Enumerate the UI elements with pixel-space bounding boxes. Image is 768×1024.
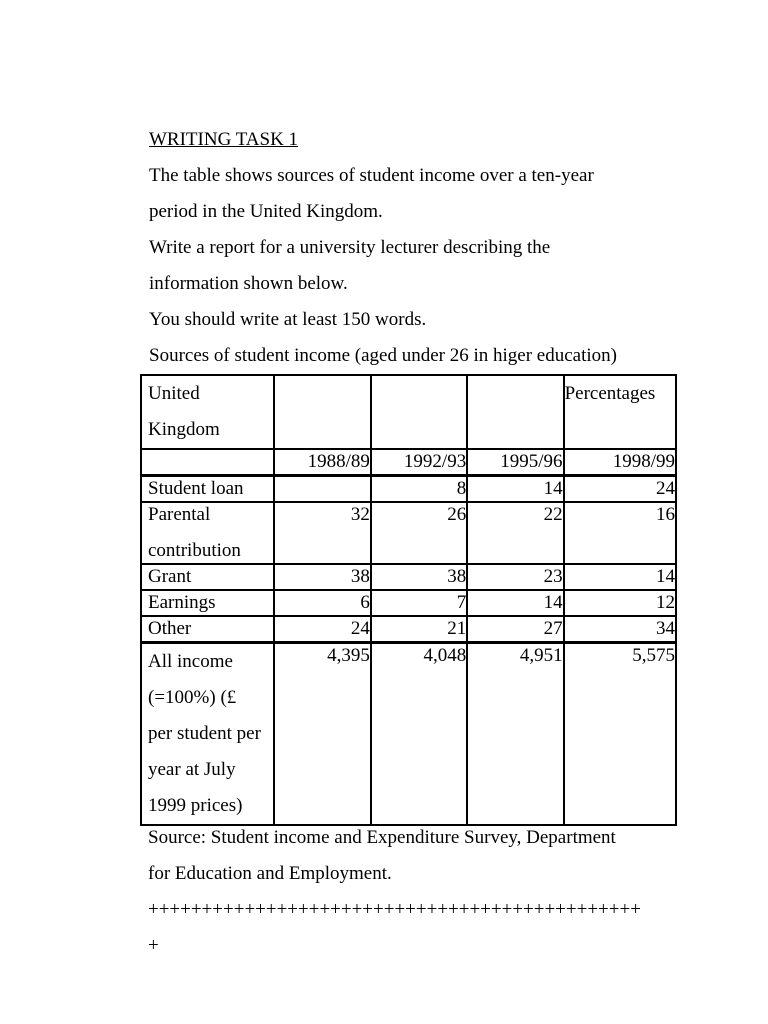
empty-header-cell xyxy=(274,375,370,449)
table-cell: 12 xyxy=(564,590,676,616)
prompt-line-2: period in the United Kingdom. xyxy=(149,201,383,222)
unit-label: Percentages xyxy=(564,375,676,449)
total-label-line-3: per student per xyxy=(148,723,261,744)
row-label-line-2: contribution xyxy=(148,540,241,561)
table-row xyxy=(141,502,676,564)
total-label-line-2: (=100%) (£ xyxy=(148,687,237,708)
table-cell: 27 xyxy=(467,616,563,643)
empty-label-cell xyxy=(141,449,274,476)
row-label-line-1: Parental xyxy=(148,504,211,525)
table-cell: 14 xyxy=(467,476,563,503)
year-header: 1992/93 xyxy=(371,449,467,476)
table-cell: 14 xyxy=(467,590,563,616)
separator-line-1: ++++++++++++++++++++++++++++++++++++++++++++++ xyxy=(148,899,641,920)
row-label: Other xyxy=(141,616,274,643)
row-label xyxy=(141,502,274,564)
prompt-line-4: information shown below. xyxy=(149,273,348,294)
prompt-line-1: The table shows sources of student income over a ten-year xyxy=(149,165,594,186)
table-caption: Sources of student income (aged under 26 in higer education) xyxy=(149,345,617,366)
total-cell: 4,395 xyxy=(274,643,370,826)
student-income-table xyxy=(140,374,677,826)
table-cell: 7 xyxy=(371,590,467,616)
table-cell: 32 xyxy=(274,502,370,564)
prompt-line-5: You should write at least 150 words. xyxy=(149,309,427,330)
table-cell: 34 xyxy=(564,616,676,643)
table-row xyxy=(141,476,676,503)
table-cell: 6 xyxy=(274,590,370,616)
total-cell: 4,951 xyxy=(467,643,563,826)
year-header-row xyxy=(141,449,676,476)
table-header-row xyxy=(141,375,676,449)
task-heading: WRITING TASK 1 xyxy=(149,129,299,150)
table-cell: 16 xyxy=(564,502,676,564)
table-cell: 26 xyxy=(371,502,467,564)
table-cell: 14 xyxy=(564,564,676,590)
source-line-2: for Education and Employment. xyxy=(148,863,392,884)
table-cell: 22 xyxy=(467,502,563,564)
total-cell: 4,048 xyxy=(371,643,467,826)
table-row xyxy=(141,590,676,616)
table-row xyxy=(141,564,676,590)
empty-header-cell xyxy=(371,375,467,449)
table-cell: 38 xyxy=(274,564,370,590)
table-cell: 24 xyxy=(564,476,676,503)
total-cell: 5,575 xyxy=(564,643,676,826)
total-income-row xyxy=(141,643,676,826)
table-cell: 8 xyxy=(371,476,467,503)
total-label-line-5: 1999 prices) xyxy=(148,795,243,816)
year-header: 1995/96 xyxy=(467,449,563,476)
document-page xyxy=(149,122,689,964)
row-label: Student loan xyxy=(141,476,274,503)
separator-line-2: + xyxy=(148,935,159,956)
table-cell: 38 xyxy=(371,564,467,590)
row-label: Grant xyxy=(141,564,274,590)
table-row xyxy=(141,616,676,643)
year-header: 1988/89 xyxy=(274,449,370,476)
table-cell: 21 xyxy=(371,616,467,643)
prompt-line-3: Write a report for a university lecturer describing the xyxy=(149,237,551,258)
year-header: 1998/99 xyxy=(564,449,676,476)
total-label-line-1: All income xyxy=(148,651,233,672)
table-cell: 24 xyxy=(274,616,370,643)
corner-label-line-2: Kingdom xyxy=(148,419,220,440)
total-row-label xyxy=(141,643,274,826)
empty-header-cell xyxy=(467,375,563,449)
source-line-1: Source: Student income and Expenditure Survey, Department xyxy=(148,827,616,848)
corner-cell xyxy=(141,375,274,449)
row-label: Earnings xyxy=(141,590,274,616)
table-cell xyxy=(274,476,370,503)
table-cell: 23 xyxy=(467,564,563,590)
corner-label-line-1: United xyxy=(148,383,200,404)
total-label-line-4: year at July xyxy=(148,759,236,780)
